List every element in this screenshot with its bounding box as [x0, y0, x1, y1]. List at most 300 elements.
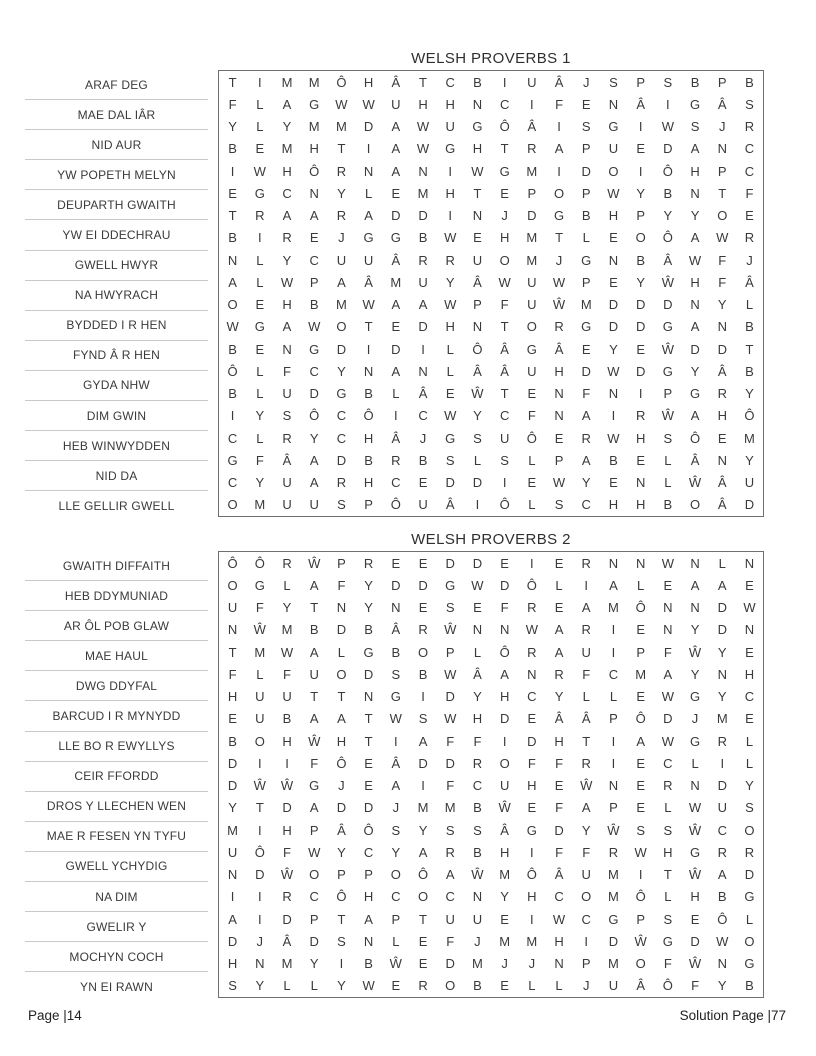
grid-letter: Â	[554, 74, 564, 90]
grid-letter: W	[525, 622, 538, 638]
grid-letter: T	[582, 733, 591, 749]
grid-letter: Â	[282, 933, 292, 949]
grid-letter: E	[500, 555, 509, 571]
grid-letter: F	[446, 778, 455, 794]
grid-letter: G	[744, 889, 755, 905]
grid-letter: Â	[391, 252, 401, 268]
grid-letter: Y	[636, 274, 645, 290]
grid-letter: A	[282, 319, 292, 335]
grid-letter: I	[366, 141, 371, 157]
grid-letter: R	[445, 844, 455, 860]
grid-letter: Ŵ	[253, 622, 266, 638]
grid-letter: H	[227, 689, 238, 705]
grid-letter: U	[363, 252, 374, 268]
grid-letter: J	[338, 230, 345, 246]
grid-letter: I	[257, 74, 262, 90]
grid-letter: A	[717, 867, 727, 883]
grid-row	[219, 930, 763, 952]
grid-letter: R	[282, 230, 292, 246]
grid-letter: H	[635, 430, 646, 446]
grid-letter: G	[553, 208, 565, 224]
grid-letter: H	[445, 185, 455, 201]
grid-letter: Y	[473, 689, 482, 705]
grid-letter: W	[552, 911, 566, 927]
grid-letter: P	[554, 452, 564, 468]
grid-letter: J	[719, 119, 726, 135]
grid-letter: E	[473, 600, 482, 616]
grid-letter: O	[445, 978, 456, 994]
grid-letter: F	[555, 800, 564, 816]
grid-letter: N	[363, 163, 374, 179]
grid-letter: O	[499, 252, 510, 268]
grid-letter: N	[472, 96, 483, 112]
grid-letter: I	[502, 74, 507, 90]
grid-letter: W	[661, 555, 674, 571]
grid-letter: C	[472, 778, 483, 794]
grid-letter: B	[473, 844, 482, 860]
grid-letter: R	[635, 408, 646, 424]
word-list-item: NID AUR	[25, 129, 208, 159]
grid-letter: H	[418, 96, 428, 112]
grid-letter: L	[664, 475, 672, 491]
grid-letter: L	[392, 933, 400, 949]
grid-letter: B	[609, 452, 618, 468]
grid-letter: U	[527, 74, 537, 90]
grid-letter: D	[445, 689, 455, 705]
grid-letter: F	[582, 666, 591, 682]
grid-letter: O	[526, 319, 537, 335]
grid-letter: H	[363, 475, 374, 491]
grid-letter: U	[336, 252, 347, 268]
word-list-item: YW EI DDECHRAU	[25, 219, 208, 249]
grid-letter: M	[227, 822, 239, 838]
grid-letter: P	[609, 711, 618, 727]
puzzle-1-section	[0, 50, 816, 520]
grid-row	[219, 619, 763, 641]
grid-letter: A	[391, 363, 401, 379]
grid-letter: D	[391, 208, 401, 224]
grid-letter: L	[718, 555, 726, 571]
grid-letter: F	[283, 666, 291, 682]
grid-letter: F	[691, 978, 700, 994]
grid-letter: Ŵ	[253, 778, 266, 794]
grid-letter: E	[228, 711, 237, 727]
grid-letter: G	[689, 386, 701, 402]
grid-letter: F	[500, 297, 509, 313]
grid-letter: W	[389, 711, 402, 727]
grid-letter: I	[611, 622, 616, 638]
grid-letter: U	[255, 689, 265, 705]
grid-letter: A	[581, 800, 591, 816]
grid-letter: W	[661, 689, 674, 705]
grid-letter: R	[608, 844, 619, 860]
grid-letter: O	[635, 956, 646, 972]
grid-letter: C	[581, 497, 591, 513]
grid-letter: H	[635, 497, 646, 513]
grid-letter: T	[745, 341, 754, 357]
grid-letter: B	[473, 74, 482, 90]
grid-letter: W	[471, 577, 484, 593]
grid-letter: O	[227, 297, 238, 313]
grid-letter: Y	[609, 341, 618, 357]
grid-letter: R	[717, 844, 727, 860]
grid-letter: I	[638, 867, 643, 883]
grid-letter: F	[745, 185, 754, 201]
grid-letter: M	[281, 141, 293, 157]
grid-letter: O	[553, 185, 565, 201]
grid-letter: L	[446, 341, 454, 357]
grid-letter: E	[554, 778, 564, 794]
grid-letter: N	[227, 867, 238, 883]
puzzle-1-title: WELSH PROVERBS 1	[411, 50, 571, 67]
grid-letter: G	[689, 96, 701, 112]
grid-letter: T	[663, 867, 672, 883]
grid-letter: A	[364, 208, 373, 224]
grid-letter: Y	[418, 822, 428, 838]
grid-letter: L	[473, 644, 482, 660]
grid-letter: P	[309, 911, 319, 927]
grid-letter: I	[257, 755, 262, 771]
grid-letter: L	[664, 452, 672, 468]
grid-letter: E	[636, 341, 645, 357]
grid-letter: N	[690, 185, 700, 201]
grid-letter: N	[418, 363, 428, 379]
grid-letter: M	[526, 933, 538, 949]
grid-letter: N	[527, 666, 537, 682]
word-list-item: GWAITH DIFFAITH	[62, 558, 171, 573]
grid-letter: E	[255, 297, 265, 313]
grid-letter: E	[581, 341, 591, 357]
grid-letter: F	[582, 844, 591, 860]
grid-letter: E	[609, 475, 618, 491]
grid-letter: P	[391, 911, 401, 927]
grid-letter: L	[637, 577, 645, 593]
grid-letter: N	[744, 555, 755, 571]
grid-letter: F	[555, 755, 564, 771]
grid-letter: R	[255, 208, 265, 224]
grid-letter: N	[391, 600, 401, 616]
grid-letter: Â	[717, 363, 727, 379]
grid-letter: E	[527, 800, 537, 816]
grid-letter: R	[717, 733, 727, 749]
grid-letter: I	[475, 497, 480, 513]
grid-letter: B	[228, 141, 237, 157]
grid-letter: Ŵ	[634, 933, 647, 949]
grid-row	[219, 708, 763, 730]
grid-letter: Ô	[336, 755, 347, 771]
grid-letter: T	[310, 600, 319, 616]
grid-letter: R	[282, 555, 292, 571]
grid-letter: G	[526, 822, 537, 838]
grid-letter: E	[609, 274, 618, 290]
word-list-item: DEUPARTH GWAITH	[25, 189, 208, 219]
grid-letter: P	[337, 867, 346, 883]
grid-letter: G	[472, 119, 483, 135]
grid-letter: A	[282, 96, 292, 112]
grid-letter: P	[581, 956, 591, 972]
grid-letter: F	[255, 600, 264, 616]
grid-letter: Ô	[526, 430, 537, 446]
grid-letter: I	[502, 733, 507, 749]
grid-letter: P	[364, 497, 373, 513]
grid-letter: U	[717, 800, 727, 816]
grid-letter: N	[418, 163, 428, 179]
grid-letter: U	[581, 644, 591, 660]
grid-letter: I	[638, 386, 643, 402]
word-list-item: GWELIR Y	[25, 911, 208, 941]
grid-letter: R	[336, 475, 347, 491]
grid-letter: I	[421, 341, 425, 357]
grid-letter: L	[555, 978, 563, 994]
grid-letter: C	[363, 844, 374, 860]
grid-letter: U	[282, 475, 292, 491]
grid-letter: T	[718, 185, 727, 201]
grid-letter: W	[607, 430, 620, 446]
grid-row	[219, 686, 763, 708]
grid-letter: Y	[717, 297, 727, 313]
grid-letter: A	[337, 274, 346, 290]
grid-letter: Y	[255, 475, 265, 491]
grid-letter: T	[228, 208, 237, 224]
grid-letter: U	[418, 497, 428, 513]
grid-letter: Y	[282, 600, 292, 616]
grid-letter: B	[473, 978, 482, 994]
grid-letter: F	[446, 733, 455, 749]
grid-letter: L	[555, 577, 563, 593]
grid-letter: C	[744, 689, 755, 705]
grid-letter: O	[254, 733, 265, 749]
grid-letter: D	[336, 341, 347, 357]
grid-letter: L	[337, 644, 346, 660]
grid-letter: I	[230, 408, 235, 424]
grid-letter: D	[363, 666, 374, 682]
grid-letter: C	[336, 430, 347, 446]
grid-letter: Ô	[635, 600, 646, 616]
grid-letter: R	[282, 430, 292, 446]
grid-letter: C	[391, 475, 401, 491]
grid-letter: P	[364, 867, 373, 883]
grid-letter: E	[418, 956, 428, 972]
grid-letter: R	[663, 778, 673, 794]
grid-row	[219, 138, 763, 160]
grid-letter: H	[663, 844, 673, 860]
grid-letter: H	[363, 74, 374, 90]
grid-letter: G	[254, 185, 265, 201]
grid-letter: G	[581, 319, 592, 335]
grid-letter: W	[308, 319, 321, 335]
grid-letter: A	[554, 622, 564, 638]
grid-letter: D	[418, 755, 428, 771]
grid-letter: Ô	[635, 711, 646, 727]
grid-letter: B	[364, 452, 373, 468]
grid-letter: Y	[473, 408, 482, 424]
grid-letter: N	[255, 956, 265, 972]
grid-letter: U	[282, 689, 292, 705]
grid-letter: W	[634, 844, 647, 860]
grid-letter: I	[611, 408, 616, 424]
grid-letter: N	[635, 475, 646, 491]
grid-letter: L	[256, 274, 264, 290]
grid-letter: D	[227, 778, 238, 794]
grid-letter: Â	[690, 452, 700, 468]
grid-letter: W	[661, 119, 674, 135]
grid-letter: C	[499, 408, 510, 424]
grid-letter: W	[688, 252, 702, 268]
grid-letter: E	[364, 778, 373, 794]
grid-letter: D	[336, 800, 347, 816]
grid-letter: Ô	[744, 408, 755, 424]
grid-letter: R	[527, 644, 537, 660]
grid-letter: Y	[309, 430, 319, 446]
grid-letter: D	[445, 755, 455, 771]
grid-letter: I	[502, 475, 507, 491]
grid-letter: I	[557, 163, 561, 179]
grid-letter: M	[281, 956, 293, 972]
puzzle-1-word-list	[25, 70, 208, 520]
grid-letter: M	[254, 497, 266, 513]
word-list-item: FYND Â R HEN	[25, 340, 208, 370]
grid-letter: D	[717, 622, 727, 638]
grid-letter: R	[744, 119, 755, 135]
grid-letter: M	[281, 74, 293, 90]
grid-letter: L	[528, 978, 536, 994]
grid-letter: O	[309, 867, 320, 883]
grid-letter: Ô	[689, 430, 701, 446]
grid-letter: G	[526, 341, 537, 357]
grid-letter: D	[717, 778, 727, 794]
grid-letter: E	[663, 577, 673, 593]
grid-letter: D	[282, 911, 292, 927]
grid-letter: R	[717, 386, 727, 402]
grid-letter: U	[608, 141, 619, 157]
grid-letter: U	[445, 911, 455, 927]
grid-letter: O	[581, 889, 592, 905]
grid-letter: O	[390, 867, 401, 883]
grid-letter: L	[528, 452, 536, 468]
grid-letter: S	[391, 822, 401, 838]
word-list-item: GWELL HWYR	[25, 250, 208, 280]
grid-letter: H	[445, 319, 455, 335]
grid-letter: I	[584, 577, 589, 593]
grid-letter: M	[281, 622, 293, 638]
grid-letter: D	[608, 319, 619, 335]
grid-letter: T	[419, 74, 427, 90]
grid-letter: Ŵ	[661, 408, 674, 424]
grid-letter: A	[690, 141, 700, 157]
grid-letter: E	[309, 230, 319, 246]
grid-row	[219, 819, 763, 841]
grid-letter: H	[282, 822, 292, 838]
grid-letter: I	[638, 119, 643, 135]
grid-letter: J	[528, 956, 536, 972]
grid-row	[219, 383, 763, 405]
grid-letter: B	[663, 497, 673, 513]
grid-letter: Y	[636, 185, 645, 201]
grid-letter: B	[745, 319, 754, 335]
grid-letter: L	[256, 363, 264, 379]
grid-letter: Y	[745, 778, 754, 794]
grid-letter: A	[309, 475, 319, 491]
grid-letter: H	[282, 163, 292, 179]
word-list-item: DROS Y LLECHEN WEN	[25, 791, 208, 821]
grid-row	[219, 797, 763, 819]
grid-row	[219, 841, 763, 863]
grid-letter: Â	[554, 711, 564, 727]
grid-letter: G	[390, 230, 401, 246]
puzzle-2-section	[0, 531, 816, 1001]
grid-letter: Ô	[254, 844, 265, 860]
grid-letter: T	[500, 319, 509, 335]
grid-letter: Ŵ	[471, 386, 484, 402]
grid-letter: O	[635, 230, 646, 246]
grid-letter: Ô	[363, 822, 374, 838]
grid-letter: N	[227, 252, 238, 268]
grid-letter: E	[745, 644, 754, 660]
grid-letter: U	[391, 96, 401, 112]
grid-letter: C	[499, 96, 510, 112]
grid-letter: O	[717, 208, 728, 224]
grid-letter: M	[608, 600, 619, 616]
grid-letter: W	[471, 163, 484, 179]
grid-letter: E	[527, 711, 537, 727]
grid-letter: C	[227, 475, 238, 491]
grid-letter: E	[500, 978, 509, 994]
word-list-item: MOCHYN COCH	[25, 941, 208, 971]
grid-letter: Ŵ	[688, 644, 702, 660]
grid-letter: W	[716, 933, 729, 949]
grid-letter: C	[527, 689, 537, 705]
grid-letter: Â	[418, 386, 428, 402]
grid-letter: E	[391, 978, 401, 994]
grid-letter: I	[257, 822, 262, 838]
grid-letter: R	[554, 666, 564, 682]
grid-letter: I	[257, 889, 262, 905]
grid-letter: T	[555, 230, 564, 246]
grid-row	[219, 249, 763, 271]
grid-letter: I	[230, 163, 235, 179]
grid-letter: Y	[282, 252, 292, 268]
grid-letter: Â	[391, 755, 401, 771]
grid-letter: E	[445, 386, 455, 402]
grid-letter: D	[472, 555, 483, 571]
grid-letter: Ŵ	[280, 778, 294, 794]
grid-row	[219, 752, 763, 774]
grid-letter: N	[608, 96, 619, 112]
grid-letter: R	[418, 252, 428, 268]
grid-letter: Ŵ	[688, 475, 702, 491]
grid-letter: H	[527, 778, 537, 794]
grid-letter: E	[636, 452, 645, 468]
page-footer	[28, 1008, 786, 1023]
grid-row	[219, 953, 763, 975]
grid-row	[219, 864, 763, 886]
grid-letter: I	[611, 733, 616, 749]
grid-letter: A	[337, 711, 346, 727]
grid-letter: D	[608, 297, 619, 313]
grid-letter: Ŵ	[580, 778, 593, 794]
grid-letter: E	[255, 141, 265, 157]
grid-letter: U	[608, 978, 619, 994]
grid-letter: L	[745, 911, 754, 927]
grid-letter: G	[227, 452, 238, 468]
grid-letter: C	[309, 889, 319, 905]
grid-letter: L	[256, 252, 264, 268]
grid-letter: H	[227, 956, 238, 972]
grid-letter: B	[418, 230, 428, 246]
grid-letter: D	[363, 800, 374, 816]
grid-letter: G	[689, 844, 701, 860]
grid-letter: U	[472, 911, 483, 927]
